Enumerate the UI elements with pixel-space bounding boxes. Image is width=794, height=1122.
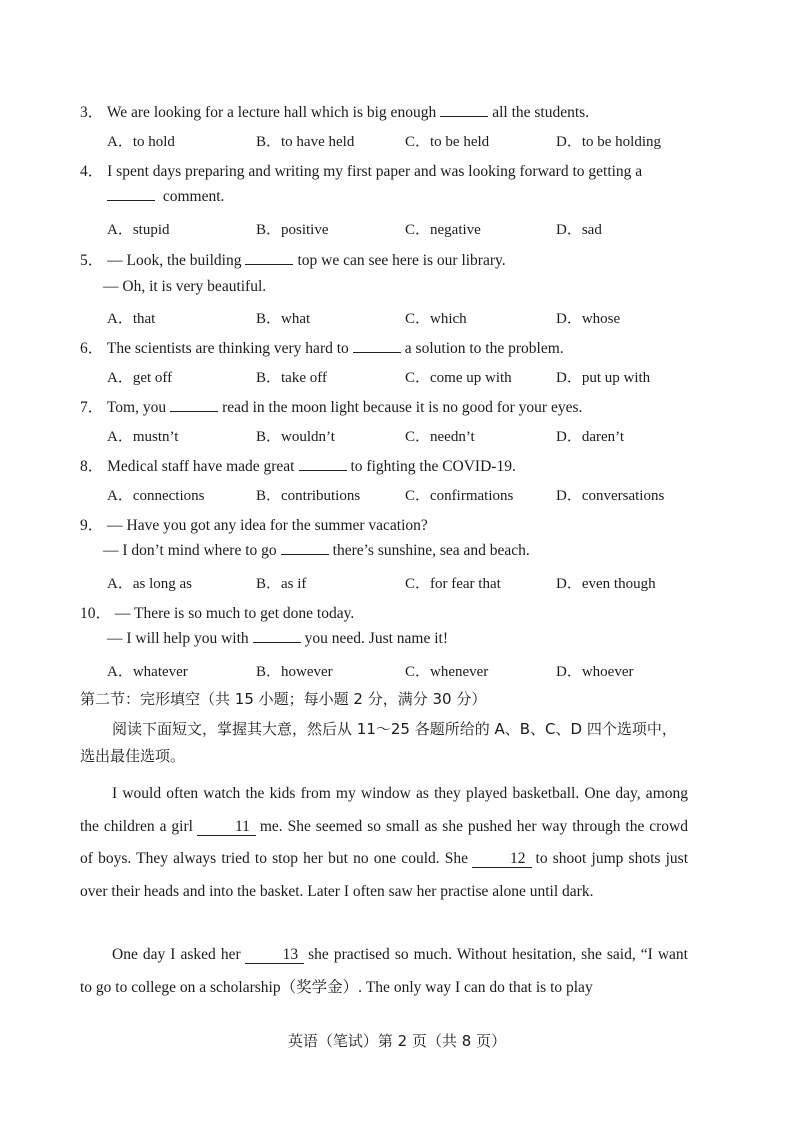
question-4-line2: comment. <box>107 188 224 206</box>
option-a: A．connections <box>107 488 205 504</box>
option-c: C．needn’t <box>405 429 475 445</box>
question-number: 10． <box>80 605 112 622</box>
question-8: 8． Medical staff have made great to fighting the COVID-19. <box>80 458 516 475</box>
option-c: C．which <box>405 311 467 327</box>
question-number: 6． <box>80 340 104 357</box>
option-c: C．confirmations <box>405 488 514 504</box>
option-d: D．to be holding <box>556 134 661 150</box>
option-b: B．contributions <box>256 488 361 504</box>
option-d: D．even though <box>556 576 656 592</box>
answer-blank <box>170 410 218 412</box>
option-c: C．come up with <box>405 370 512 386</box>
option-c: C．for fear that <box>405 576 501 592</box>
cloze-blank-12: 12 <box>472 850 532 868</box>
section-instruction-continued: 选出最佳选项。 <box>80 747 186 765</box>
option-b: B．wouldn’t <box>256 429 335 445</box>
option-a: A．as long as <box>107 576 192 592</box>
option-d: D．whoever <box>556 664 634 680</box>
option-a: A．that <box>107 311 156 327</box>
option-b: B．what <box>256 311 311 327</box>
question-10: 10． — There is so much to get done today. <box>80 605 355 622</box>
question-6: 6． The scientists are thinking very hard to a solution to the problem. <box>80 340 564 357</box>
answer-blank <box>440 115 488 117</box>
section-instruction: 阅读下面短文，掌握其大意，然后从 11～25 各题所给的 A、B、C、D 四个选项中， <box>112 720 677 738</box>
question-number: 7． <box>80 399 104 416</box>
option-b: B．as if <box>256 576 307 592</box>
passage-paragraph-1: I would often watch the kids from my window as they played basketball. One day, among the children a girl 11 me. She seemed so small as she pushed her way through the crowd of boys. They always tried to stop her but no one could. She 12 to shoot jump shots just over their heads and into the basket. Later I often saw her practise alone until dark. <box>80 785 689 900</box>
option-b: B．take off <box>256 370 327 386</box>
option-a: A．stupid <box>107 222 170 238</box>
cloze-blank-11: 11 <box>197 818 256 836</box>
option-c: C．to be held <box>405 134 490 150</box>
option-b: B．however <box>256 664 333 680</box>
question-5: 5． — Look, the building top we can see here is our library. <box>80 252 506 269</box>
option-d: D．whose <box>556 311 621 327</box>
answer-blank <box>107 199 155 201</box>
answer-blank <box>299 469 347 471</box>
question-number: 5． <box>80 252 104 269</box>
question-10-reply: — I will help you with you need. Just name it! <box>107 630 449 647</box>
option-a: A．to hold <box>107 134 175 150</box>
option-a: A．mustn’t <box>107 429 179 445</box>
question-number: 3． <box>80 104 104 121</box>
question-4: 4． I spent days preparing and writing my first paper and was looking forward to getting a <box>80 163 643 180</box>
answer-blank <box>245 263 293 265</box>
section-title: 第二节：完形填空（共 15 小题；每小题 2 分，满分 30 分） <box>80 690 487 708</box>
option-a: A．get off <box>107 370 173 386</box>
question-5-reply: — Oh, it is very beautiful. <box>103 278 267 295</box>
question-9-reply: — I don’t mind where to go there’s sunshine, sea and beach. <box>103 542 530 559</box>
passage-paragraph-2: One day I asked her 13 she practised so much. Without hesitation, she said, “I want to go to college on a scholarship（奖学金）. The only way I can do that is to play <box>80 946 688 996</box>
question-number: 9． <box>80 517 104 534</box>
option-b: B．to have held <box>256 134 355 150</box>
question-7: 7． Tom, you read in the moon light because it is no good for your eyes. <box>80 399 583 416</box>
option-c: C．whenever <box>405 664 489 680</box>
question-number: 4． <box>80 163 104 180</box>
option-d: D．sad <box>556 222 602 238</box>
option-d: D．daren’t <box>556 429 625 445</box>
question-number: 8． <box>80 458 104 475</box>
answer-blank <box>253 641 301 643</box>
page-footer: 英语（笔试）第 2 页（共 8 页） <box>287 1032 507 1050</box>
option-c: C．negative <box>405 222 481 238</box>
answer-blank <box>281 553 329 555</box>
option-b: B．positive <box>256 222 329 238</box>
answer-blank <box>353 351 401 353</box>
option-d: D．conversations <box>556 488 665 504</box>
question-3: 3． We are looking for a lecture hall which is big enough all the students. <box>80 104 590 121</box>
option-d: D．put up with <box>556 370 651 386</box>
question-9: 9． — Have you got any idea for the summer vacation? <box>80 517 428 534</box>
cloze-blank-13: 13 <box>245 946 305 964</box>
option-a: A．whatever <box>107 664 188 680</box>
